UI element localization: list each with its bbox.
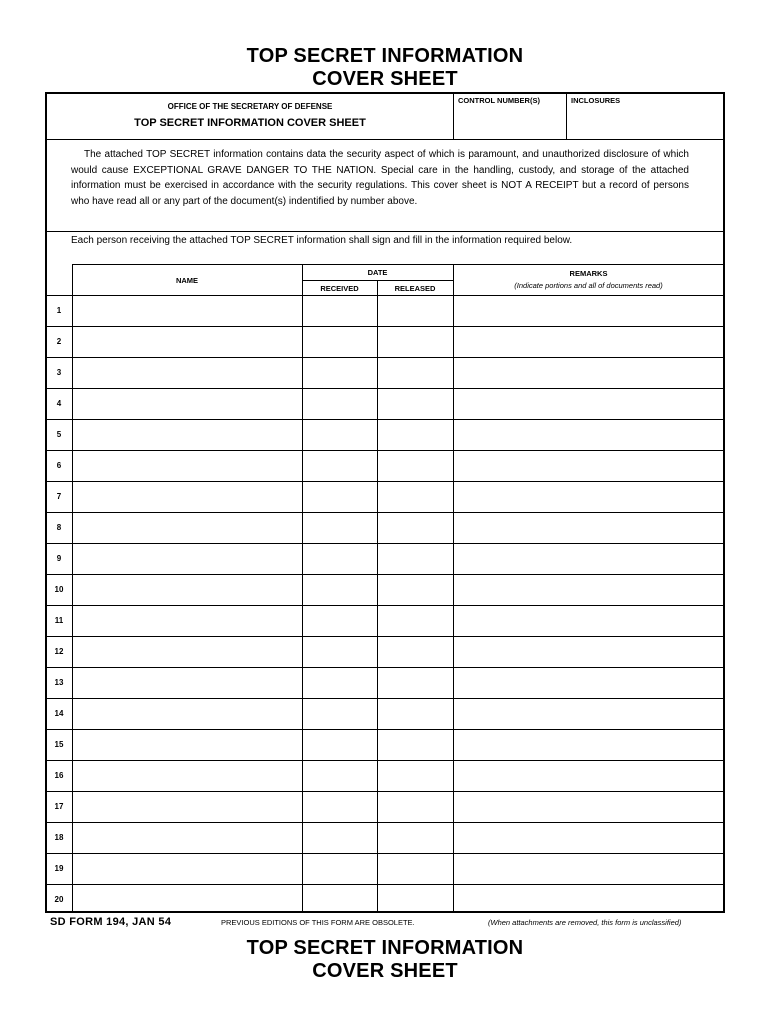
instruction-paragraph: Each person receiving the attached TOP SECRET information shall sign and fill in the information required below. [71, 235, 573, 246]
control-numbers-field[interactable] [455, 108, 565, 138]
received-cell[interactable] [303, 358, 377, 387]
row-number: 11 [54, 616, 64, 625]
table-row [46, 450, 724, 481]
row-number: 1 [56, 306, 62, 315]
obsolete-notice: PREVIOUS EDITIONS OF THIS FORM ARE OBSOLETE. [221, 918, 415, 927]
date-column-header: DATE [367, 268, 388, 277]
office-name: OFFICE OF THE SECRETARY OF DEFENSE [167, 102, 333, 111]
received-cell[interactable] [303, 730, 377, 759]
inclosures-label: INCLOSURES [571, 96, 621, 105]
header-bottom-rule [46, 139, 724, 140]
released-cell[interactable] [378, 389, 453, 418]
name-cell[interactable] [73, 389, 302, 418]
name-cell[interactable] [73, 730, 302, 759]
remarks-cell[interactable] [454, 389, 724, 418]
row-number: 16 [54, 771, 64, 780]
row-number: 18 [54, 833, 64, 842]
classification-note: (When attachments are removed, this form is unclassified) [488, 918, 682, 927]
table-row [46, 791, 724, 822]
name-cell[interactable] [73, 637, 302, 666]
released-cell[interactable] [378, 606, 453, 635]
row-number: 3 [56, 368, 62, 377]
table-row [46, 543, 724, 574]
name-cell[interactable] [73, 668, 302, 697]
row-number: 13 [54, 678, 64, 687]
received-cell[interactable] [303, 575, 377, 604]
received-cell[interactable] [303, 482, 377, 511]
row-number: 8 [56, 523, 62, 532]
name-cell[interactable] [73, 296, 302, 325]
received-cell[interactable] [303, 327, 377, 356]
remarks-column-header: REMARKS [569, 269, 608, 278]
received-cell[interactable] [303, 668, 377, 697]
released-cell[interactable] [378, 854, 453, 883]
received-cell[interactable] [303, 699, 377, 728]
header-divider [453, 93, 454, 139]
remarks-subheader: (Indicate portions and all of documents read) [514, 281, 663, 290]
remarks-cell[interactable] [454, 730, 724, 759]
control-numbers-label: CONTROL NUMBER(S) [458, 96, 540, 105]
bottom-title-line-2: COVER SHEET [312, 960, 458, 982]
table-row [46, 760, 724, 791]
remarks-cell[interactable] [454, 637, 724, 666]
received-cell[interactable] [303, 544, 377, 573]
name-cell[interactable] [73, 513, 302, 542]
received-cell[interactable] [303, 606, 377, 635]
title-line-2: COVER SHEET [312, 68, 458, 90]
row-number: 15 [54, 740, 64, 749]
row-number: 6 [56, 461, 62, 470]
row-number: 4 [56, 399, 62, 408]
form-title: TOP SECRET INFORMATION COVER SHEET [134, 117, 366, 129]
released-cell[interactable] [378, 575, 453, 604]
remarks-cell[interactable] [454, 482, 724, 511]
remarks-cell[interactable] [454, 451, 724, 480]
table-row [46, 605, 724, 636]
row-number: 14 [54, 709, 64, 718]
received-cell[interactable] [303, 792, 377, 821]
table-row [46, 822, 724, 853]
released-cell[interactable] [378, 358, 453, 387]
row-number: 17 [54, 802, 64, 811]
table-top-rule [72, 264, 724, 265]
released-cell[interactable] [378, 792, 453, 821]
table-row [46, 574, 724, 605]
table-row [46, 512, 724, 543]
released-cell[interactable] [378, 885, 453, 914]
table-row [46, 698, 724, 729]
remarks-cell[interactable] [454, 575, 724, 604]
name-cell[interactable] [73, 544, 302, 573]
received-cell[interactable] [303, 420, 377, 449]
remarks-cell[interactable] [454, 668, 724, 697]
name-cell[interactable] [73, 358, 302, 387]
title-line-1: TOP SECRET INFORMATION [246, 45, 524, 67]
released-column-header: RELEASED [394, 284, 436, 293]
name-column-header: NAME [175, 276, 199, 285]
received-cell[interactable] [303, 513, 377, 542]
released-cell[interactable] [378, 420, 453, 449]
table-row [46, 729, 724, 760]
table-row [46, 636, 724, 667]
remarks-cell[interactable] [454, 885, 724, 914]
remarks-cell[interactable] [454, 823, 724, 852]
received-column-header: RECEIVED [320, 284, 359, 293]
received-cell[interactable] [303, 296, 377, 325]
page-title [0, 45, 770, 91]
name-cell[interactable] [73, 792, 302, 821]
bottom-title [0, 937, 770, 983]
released-cell[interactable] [378, 823, 453, 852]
name-cell[interactable] [73, 885, 302, 914]
remarks-cell[interactable] [454, 544, 724, 573]
row-number: 12 [54, 647, 64, 656]
released-cell[interactable] [378, 699, 453, 728]
header-divider [566, 93, 567, 139]
name-cell[interactable] [73, 606, 302, 635]
paragraph-rule [46, 231, 724, 232]
table-row [46, 419, 724, 450]
name-cell[interactable] [73, 420, 302, 449]
row-number: 2 [56, 337, 62, 346]
name-cell[interactable] [73, 327, 302, 356]
table-row [46, 481, 724, 512]
table-row [46, 667, 724, 698]
table-row [46, 326, 724, 357]
remarks-cell[interactable] [454, 296, 724, 325]
remarks-cell[interactable] [454, 606, 724, 635]
name-cell[interactable] [73, 699, 302, 728]
row-number: 19 [54, 864, 64, 873]
received-cell[interactable] [303, 761, 377, 790]
released-cell[interactable] [378, 637, 453, 666]
remarks-cell[interactable] [454, 420, 724, 449]
received-cell[interactable] [303, 637, 377, 666]
released-cell[interactable] [378, 451, 453, 480]
received-cell[interactable] [303, 823, 377, 852]
remarks-cell[interactable] [454, 761, 724, 790]
row-number: 5 [56, 430, 62, 439]
remarks-cell[interactable] [454, 327, 724, 356]
released-cell[interactable] [378, 544, 453, 573]
warning-paragraph: The attached TOP SECRET information contains data the security aspect of which is paramount, and unauthorized disclosure of which would cause EXCEPTIONAL GRAVE DANGER TO THE NATION. Special care in the handling, custody, and storage of the attached information must be exercised in accordance with the security regulations. This cover sheet is NOT A RECEIPT but a record of persons who have read all or any part of the document(s) indentified by number above. [71, 149, 689, 207]
name-cell[interactable] [73, 575, 302, 604]
inclosures-field[interactable] [568, 108, 723, 138]
name-cell[interactable] [73, 823, 302, 852]
remarks-cell[interactable] [454, 699, 724, 728]
received-cell[interactable] [303, 885, 377, 914]
remarks-cell[interactable] [454, 792, 724, 821]
received-cell[interactable] [303, 854, 377, 883]
released-cell[interactable] [378, 482, 453, 511]
table-row [46, 884, 724, 915]
released-cell[interactable] [378, 761, 453, 790]
form-number: SD FORM 194, JAN 54 [50, 916, 172, 928]
name-cell[interactable] [73, 854, 302, 883]
row-number: 7 [56, 492, 62, 501]
released-cell[interactable] [378, 730, 453, 759]
released-cell[interactable] [378, 327, 453, 356]
name-cell[interactable] [73, 761, 302, 790]
released-cell[interactable] [378, 513, 453, 542]
remarks-cell[interactable] [454, 358, 724, 387]
row-number: 9 [56, 554, 62, 563]
remarks-cell[interactable] [454, 854, 724, 883]
row-number: 20 [54, 895, 64, 904]
received-cell[interactable] [303, 389, 377, 418]
table-row [46, 357, 724, 388]
row-number: 10 [54, 585, 64, 594]
name-cell[interactable] [73, 482, 302, 511]
bottom-title-line-1: TOP SECRET INFORMATION [246, 937, 524, 959]
released-cell[interactable] [378, 668, 453, 697]
name-cell[interactable] [73, 451, 302, 480]
table-row [46, 388, 724, 419]
table-row [46, 853, 724, 884]
table-row [46, 295, 724, 326]
received-cell[interactable] [303, 451, 377, 480]
remarks-cell[interactable] [454, 513, 724, 542]
released-cell[interactable] [378, 296, 453, 325]
